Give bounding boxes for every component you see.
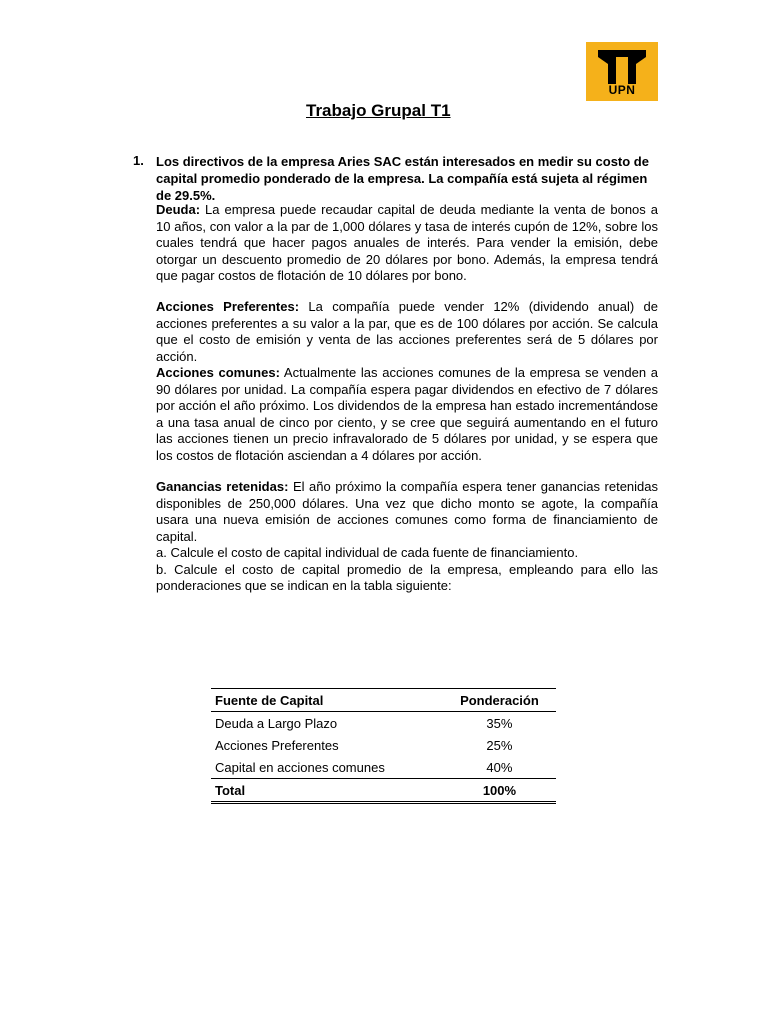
- label-comunes: Acciones comunes:: [156, 365, 280, 380]
- total-label: Total: [211, 779, 443, 803]
- text-preferentes: La compañía puede vender 12% (dividendo anual) de acciones preferentes a su valor a la par, que es de 100 dólares por acción. Se calcula que el costo de emisión y venta de las acciones preferentes será de 5 dólares por acción.: [156, 299, 659, 364]
- instruction-a: a. Calcule el costo de capital individual de cada fuente de financiamiento.: [156, 545, 579, 560]
- header-ponderacion: Ponderación: [443, 689, 556, 712]
- instructions: [156, 545, 658, 595]
- cell-source: Capital en acciones comunes: [215, 759, 385, 775]
- capital-weights-table: [211, 688, 556, 804]
- cell-source: Acciones Preferentes: [215, 737, 339, 753]
- cell-source: Deuda a Largo Plazo: [215, 715, 338, 731]
- total-value: 100%: [443, 779, 556, 803]
- upn-logo: [586, 42, 658, 101]
- cell-weight: 40%: [486, 759, 513, 775]
- table-row: [211, 734, 556, 756]
- question-number: 1.: [133, 153, 144, 168]
- header-fuente: Fuente de Capital: [211, 689, 443, 712]
- label-deuda: Deuda:: [156, 202, 201, 217]
- paragraph-deuda: [156, 202, 658, 285]
- table-row: [211, 756, 556, 779]
- table-header-row: [211, 689, 556, 712]
- table-row: [211, 712, 556, 735]
- instruction-b: b. Calcule el costo de capital promedio de la empresa, empleando para ello las ponderaciones que se indican en la tabla siguiente:: [156, 561, 658, 594]
- paragraph-preferentes: [156, 299, 658, 365]
- text-deuda: La empresa puede recaudar capital de deuda mediante la venta de bonos a 10 años, con valor a la par de 1,000 dólares y tasa de interés cupón de 12%, sobre los cuales tendrá que hacer pagos anuales de interés. Para vender la emisión, debe otorgar un descuento promedio de 20 dólares por bono. Además, la empresa tendrá que pagar costos de flotación de 10 dólares por bono.: [156, 202, 658, 284]
- text-comunes: Actualmente las acciones comunes de la empresa se venden a 90 dólares por unidad. La compañía espera pagar dividendos en efectivo de 7 dólares por acción el año próximo. Los dividendos de la empresa han estado incrementándose a una tasa anual de cinco por ciento, y se cree que seguirá aumentando en el futuro las acciones tienen un precio infravalorado de 5 dólares por unidad, y se espera que los costos de flotación asciendan a 4 dólares por acción.: [156, 365, 658, 463]
- page-title: Trabajo Grupal T1: [306, 101, 451, 120]
- text-ganancias: El año próximo la compañía espera tener ganancias retenidas disponibles de 250,000 dólares. Una vez que dicho monto se agote, la compañía usara una nueva emisión de acciones comunes como forma de financiamiento de capital.: [156, 479, 659, 544]
- table-total-row: [211, 779, 556, 803]
- paragraph-ganancias: [156, 479, 658, 545]
- question-heading: Los directivos de la empresa Aries SAC están interesados en medir su costo de capital promedio ponderado de la empresa. La compañía está sujeta al régimen de 29.5%.: [156, 154, 649, 203]
- label-preferentes: Acciones Preferentes:: [156, 299, 300, 314]
- paragraph-comunes: [156, 365, 658, 465]
- logo-text: UPN: [608, 83, 636, 97]
- cell-weight: 35%: [486, 715, 513, 731]
- cell-weight: 25%: [486, 737, 513, 753]
- label-ganancias: Ganancias retenidas:: [156, 479, 289, 494]
